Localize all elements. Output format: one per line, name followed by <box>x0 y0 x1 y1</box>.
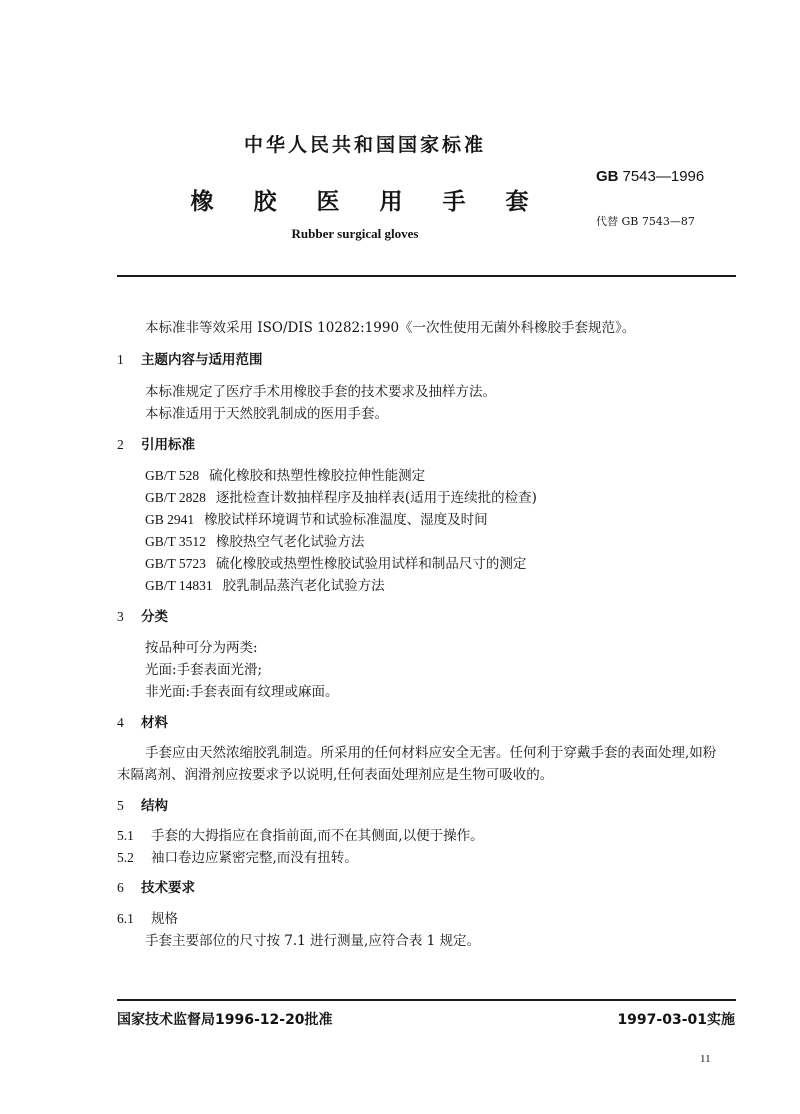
section-title: 主题内容与适用范围 <box>141 352 263 368</box>
section-number: 1 <box>117 352 124 367</box>
clause-6-1-text: 手套主要部位的尺寸按 7.1 进行测量,应符合表 1 规定。 <box>145 933 481 949</box>
reference-title: 橡胶试样环境调节和试验标准温度、湿度及时间 <box>204 512 488 528</box>
header-divider <box>117 275 736 277</box>
section-title: 结构 <box>141 798 168 814</box>
section-number: 3 <box>117 609 124 624</box>
section-3-line-3: 非光面:手套表面有纹理或麻面。 <box>145 684 339 700</box>
section-1-line-2: 本标准适用于天然胶乳制成的医用手套。 <box>145 406 388 422</box>
section-3-line-1: 按品种可分为两类: <box>145 640 258 656</box>
clause-text: 手套的大拇指应在食指前面,而不在其侧面,以便于操作。 <box>151 828 484 844</box>
clause-6-1 <box>117 907 178 927</box>
reference-title: 硫化橡胶和热塑性橡胶拉伸性能测定 <box>209 468 426 484</box>
clause-5-1 <box>117 824 484 844</box>
section-3-line-2: 光面:手套表面光滑; <box>145 662 263 678</box>
clause-number: 5.2 <box>117 850 134 865</box>
reference-code: GB 2941 <box>145 512 195 527</box>
gb-prefix: GB <box>596 168 619 185</box>
english-title: Rubber surgical gloves <box>291 226 419 241</box>
reference-title: 硫化橡胶或热塑性橡胶试验用试样和制品尺寸的测定 <box>215 556 527 572</box>
clause-title: 规格 <box>151 911 178 927</box>
section-title: 材料 <box>141 715 168 731</box>
reference-title: 逐批检查计数抽样程序及抽样表(适用于连续批的检查) <box>215 490 537 506</box>
section-4-paragraph-line-1: 手套应由天然浓缩胶乳制造。所采用的任何材料应安全无害。任何利于穿戴手套的表面处理,如粉 <box>145 745 717 761</box>
reference-item <box>145 508 488 528</box>
reference-code: GB/T 528 <box>145 468 200 483</box>
section-number: 6 <box>117 880 124 895</box>
reference-item <box>145 530 364 550</box>
reference-title: 橡胶热空气老化试验方法 <box>215 534 365 550</box>
clause-number: 5.1 <box>117 828 134 843</box>
clause-text: 袖口卷边应紧密完整,而没有扭转。 <box>151 850 358 866</box>
section-2-heading <box>117 433 195 453</box>
section-1-heading <box>117 348 263 368</box>
section-4-heading <box>117 711 168 731</box>
section-1-line-1: 本标准规定了医疗手术用橡胶手套的技术要求及抽样方法。 <box>145 384 496 400</box>
approval-line: 国家技术监督局1996-12-20批准 <box>117 1012 333 1028</box>
reference-code: GB/T 14831 <box>145 578 213 593</box>
section-6-heading <box>117 876 195 896</box>
section-number: 5 <box>117 798 124 813</box>
footer-divider <box>117 999 736 1001</box>
standard-number <box>596 168 704 185</box>
reference-item <box>145 464 425 484</box>
national-standard-heading: 中华人民共和国国家标准 <box>243 134 486 156</box>
reference-item <box>145 574 385 594</box>
section-number: 4 <box>117 715 124 730</box>
implementation-date: 1997-03-01实施 <box>617 1012 735 1028</box>
reference-code: GB/T 2828 <box>145 490 206 505</box>
section-number: 2 <box>117 437 124 452</box>
replaces-note: 代替 GB 7543—87 <box>596 215 695 228</box>
clause-number: 6.1 <box>117 911 134 926</box>
document-title: 橡 胶 医 用 手 套 <box>190 189 530 215</box>
intro-paragraph: 本标准非等效采用 ISO/DIS 10282:1990《一次性使用无菌外科橡胶手套规范》。 <box>145 320 636 336</box>
reference-code: GB/T 5723 <box>145 556 206 571</box>
section-title: 引用标准 <box>141 437 195 453</box>
reference-title: 胶乳制品蒸汽老化试验方法 <box>222 578 385 594</box>
gb-number: 7543—1996 <box>622 168 705 185</box>
section-5-heading <box>117 794 168 814</box>
reference-code: GB/T 3512 <box>145 534 206 549</box>
section-4-paragraph-line-2: 末隔离剂、润滑剂应按要求予以说明,任何表面处理剂应是生物可吸收的。 <box>117 767 554 783</box>
page-number: 11 <box>700 1053 711 1065</box>
section-3-heading <box>117 605 168 625</box>
section-title: 技术要求 <box>141 880 195 896</box>
section-title: 分类 <box>141 609 168 625</box>
reference-item <box>145 486 537 506</box>
clause-5-2 <box>117 846 358 866</box>
reference-item <box>145 552 526 572</box>
